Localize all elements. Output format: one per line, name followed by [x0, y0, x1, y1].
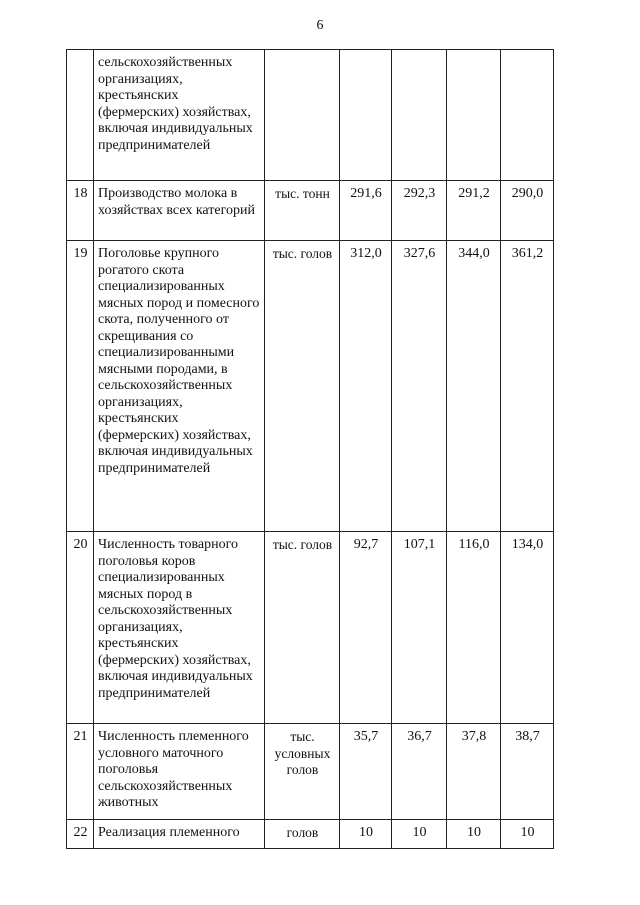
value-cell: 38,7 — [501, 724, 554, 820]
row-number — [67, 50, 94, 181]
value-cell — [447, 50, 501, 181]
value-cell: 10 — [340, 820, 392, 849]
row-number: 19 — [67, 241, 94, 532]
row-number: 22 — [67, 820, 94, 849]
table-row — [67, 820, 554, 849]
row-number: 18 — [67, 181, 94, 241]
indicator-name: Производство молока в хозяйствах всех категорий — [94, 181, 265, 241]
table-row — [67, 724, 554, 820]
row-number: 20 — [67, 532, 94, 724]
value-cell: 116,0 — [447, 532, 501, 724]
value-cell: 312,0 — [340, 241, 392, 532]
indicator-name: сельскохозяйственных организациях, крестьянских (фермерских) хозяйствах, включая индивидуальных предпринимателей — [94, 50, 265, 181]
value-cell: 107,1 — [392, 532, 447, 724]
value-cell — [340, 50, 392, 181]
value-cell: 10 — [447, 820, 501, 849]
value-cell: 35,7 — [340, 724, 392, 820]
unit-cell — [265, 50, 340, 181]
value-cell: 292,3 — [392, 181, 447, 241]
value-cell — [392, 50, 447, 181]
indicator-name: Реализация племенного — [94, 820, 265, 849]
value-cell — [501, 50, 554, 181]
value-cell: 10 — [501, 820, 554, 849]
value-cell: 10 — [392, 820, 447, 849]
indicator-name: Поголовье крупного рогатого скота специализированных мясных пород и помесного скота, полученного от скрещивания со специализированными мясными породами, в сельскохозяйственных организациях, крестьянских (фермерских) хозяйствах, включая индивидуальных предпринимателей — [94, 241, 265, 532]
value-cell: 290,0 — [501, 181, 554, 241]
unit-cell: тыс. голов — [265, 532, 340, 724]
unit-cell: тыс. условных голов — [265, 724, 340, 820]
value-cell: 134,0 — [501, 532, 554, 724]
indicator-name: Численность товарного поголовья коров специализированных мясных пород в сельскохозяйственных организациях, крестьянских (фермерских) хозяйствах, включая индивидуальных предпринимателей — [94, 532, 265, 724]
page-number: 6 — [316, 18, 324, 33]
value-cell: 37,8 — [447, 724, 501, 820]
value-cell: 36,7 — [392, 724, 447, 820]
table-row-continuation — [67, 50, 554, 181]
indicators-table — [66, 49, 554, 849]
unit-cell: тыс. голов — [265, 241, 340, 532]
value-cell: 327,6 — [392, 241, 447, 532]
value-cell: 291,6 — [340, 181, 392, 241]
row-number: 21 — [67, 724, 94, 820]
indicator-name: Численность племенного условного маточного поголовья сельскохозяйственных животных — [94, 724, 265, 820]
unit-cell: тыс. тонн — [265, 181, 340, 241]
value-cell: 344,0 — [447, 241, 501, 532]
table-row — [67, 241, 554, 532]
table-row — [67, 181, 554, 241]
value-cell: 291,2 — [447, 181, 501, 241]
table-row — [67, 532, 554, 724]
value-cell: 92,7 — [340, 532, 392, 724]
unit-cell: голов — [265, 820, 340, 849]
value-cell: 361,2 — [501, 241, 554, 532]
